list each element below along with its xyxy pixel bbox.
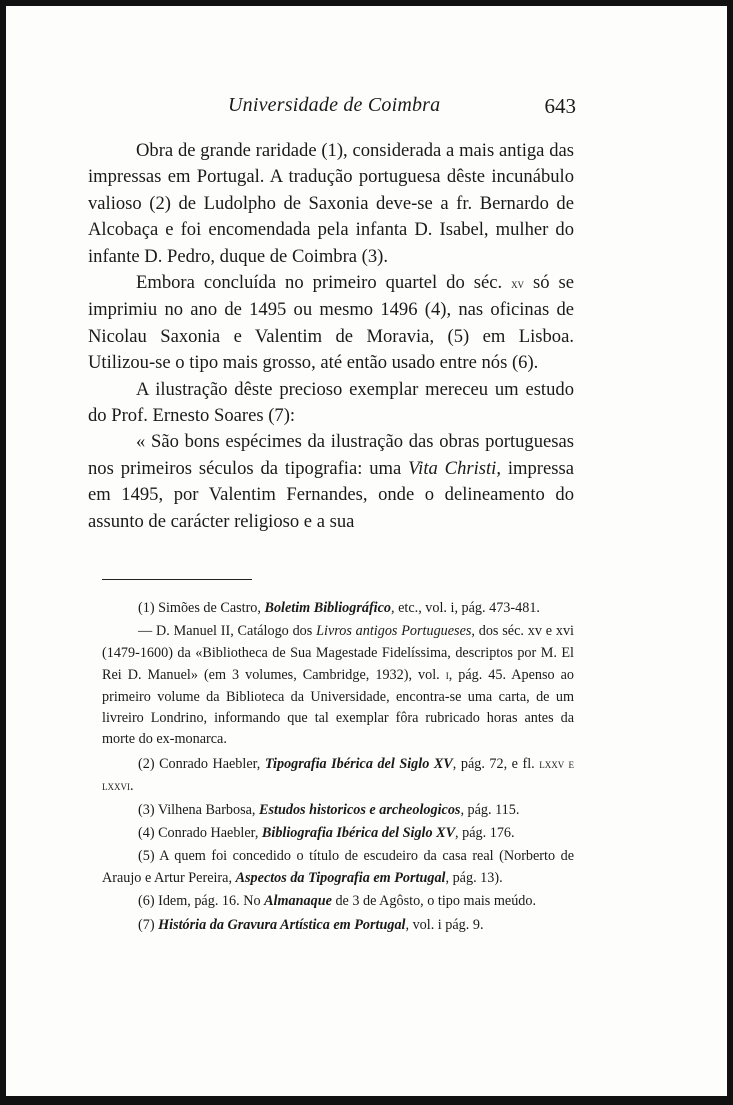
footnote-1-continuation: [102, 621, 574, 750]
footnote-4-part-b: , pág. 176.: [455, 825, 515, 842]
footnote-5-part-b: , pág. 13).: [445, 869, 503, 886]
footnote-7-part-b: , vol. i pág. 9.: [405, 916, 484, 933]
footnote-5-part-a: (5) A quem foi concedido o título de escudeiro da casa real (Norberto de Araujo e Artur Pereira,: [102, 848, 574, 886]
footnote-1c-part-b: , dos: [471, 623, 503, 640]
paragraph-3: A ilustração dêste precioso exemplar mereceu um estudo do Prof. Ernesto Soares (7):: [88, 378, 574, 427]
footnote-3: [102, 800, 574, 821]
footnote-3-part-a: (3) Vilhena Barbosa,: [138, 801, 260, 818]
footnote-7-part-a: (7): [138, 916, 159, 933]
footnote-1c-title: Livros antigos Portugueses: [316, 623, 472, 640]
paragraph-2: [88, 270, 574, 377]
footnote-6-title: Almanaque: [264, 893, 332, 910]
vita-christi-title: Vita Christi: [408, 457, 497, 479]
footnote-1: [102, 598, 574, 619]
footnote-2-title: Tipografia Ibérica del Siglo XV: [264, 755, 453, 772]
footnote-2-folios: lxxv e lxxvi: [102, 755, 574, 794]
page-number: 643: [544, 94, 576, 118]
footnote-7: [102, 915, 574, 936]
paragraph-1: Obra de grande raridade (1), considerada a mais antiga das impressas em Portugal. A tradução portuguesa dêste incunábulo valioso (2) de Ludolpho de Saxonia deve-se a fr. Bernardo de Alcobaça e foi encomendada pela infanta D. Isabel, mulher do infante D. Pedro, duque de Coimbra (3).: [88, 140, 574, 267]
footnote-rule: [102, 579, 252, 580]
footnote-2-part-b: , pág. 72, e fl.: [452, 755, 540, 772]
footnote-1c-part-a: — D. Manuel II, Catálogo dos: [138, 623, 317, 640]
footnote-6-part-b: de 3 de Agôsto, o tipo mais meúdo.: [331, 893, 537, 910]
footnote-1-title: Boletim Bibliográfico: [264, 600, 392, 616]
footnote-1c-part-c: (1479-1600) da «Bibliotheca de Sua Magestade Fidelíssima, descriptos por M. El Rei D. Manuel» (em 3 volumes, Cambridge, 1932), vol.: [102, 644, 574, 684]
century-numeral: xv: [511, 276, 525, 292]
main-text: [88, 138, 574, 535]
footnote-4-title: Bibliografia Ibérica del Siglo XV: [261, 825, 456, 842]
paragraph-2-part-a: Embora concluída no primeiro quartel do séc.: [136, 272, 512, 294]
footnote-2-part-a: (2) Conrado Haebler,: [138, 755, 265, 772]
footnote-6: [102, 891, 574, 912]
footnote-4: [102, 823, 574, 844]
paragraph-4-part-a: « São bons espécimes da ilustração das obras portuguesas nos primeiros séculos da tipografia: uma: [88, 431, 574, 479]
footnote-2-part-c: .: [130, 778, 134, 795]
footnote-1-part-a: (1) Simões de Castro,: [138, 600, 265, 616]
footnote-7-title: História da Gravura Artística em Portugal: [158, 916, 406, 933]
footnote-4-part-a: (4) Conrado Haebler,: [138, 825, 262, 842]
footnote-1c-part-d: , pág. 45. Apenso ao primeiro volume da Biblioteca da Universidade, encontra-se uma carta, de um livreiro Londrino, informando que tal exemplar fôra rubricado horas antes da morte do ex-monarca.: [102, 667, 574, 748]
footnote-1-part-b: , etc., vol. i, pág. 473-481.: [391, 600, 540, 616]
footnote-1c-volume: i: [445, 667, 449, 683]
footnote-3-part-b: , pág. 115.: [460, 801, 520, 818]
paragraph-4-quote: [88, 429, 574, 535]
footnote-6-part-a: (6) Idem, pág. 16. No: [138, 893, 265, 910]
footnote-2: [102, 753, 574, 798]
running-title: Universidade de Coimbra: [228, 94, 441, 116]
paragraph-2-part-b: só se imprimiu no ano de 1495 ou mesmo 1496 (4), nas oficinas de Nicolau Saxonia e Valentim de Moravia, (5) em Lisboa. Utilizou-se o tipo mais grosso, até então usado entre nós (6).: [88, 272, 574, 374]
footnote-3-title: Estudos historicos e archeologicos: [259, 801, 461, 818]
footnote-5-title: Aspectos da Tipografia em Portugal: [235, 869, 446, 886]
footnote-5: [102, 846, 574, 889]
footnote-1c-centuries: séc. xv e xvi: [502, 623, 574, 640]
page-header: [228, 94, 576, 124]
paragraph-4-part-b: , impressa em 1495, por Valentim Fernandes, onde o delineamento do assunto de carácter religioso e a sua: [88, 457, 574, 532]
footnotes: [102, 598, 574, 938]
